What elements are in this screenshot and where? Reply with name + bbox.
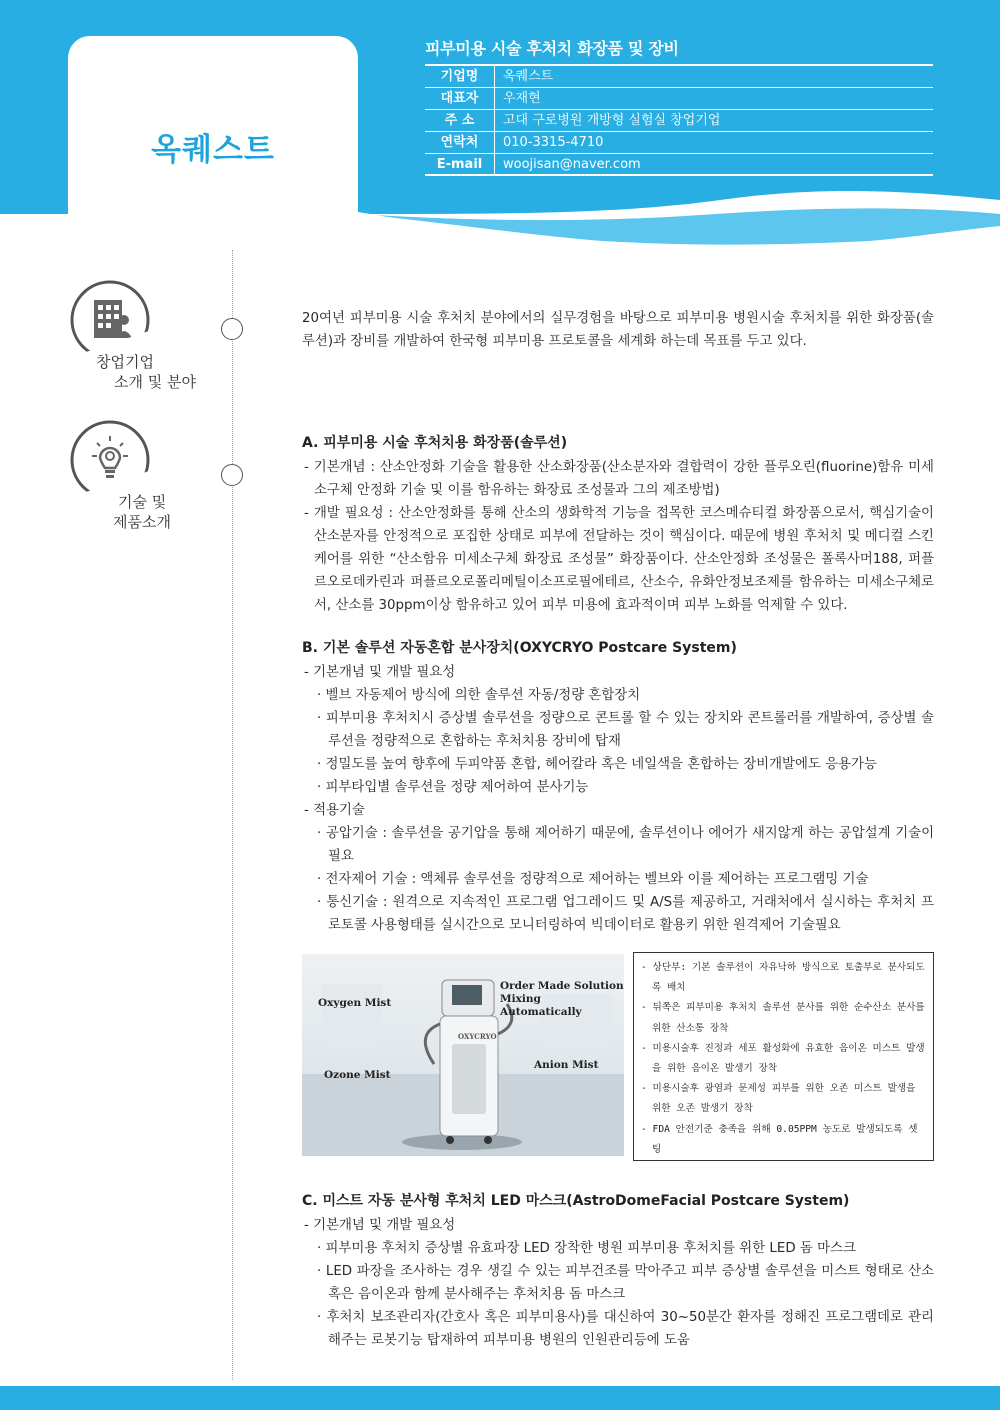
note-item: - 미용시술후 진정과 세포 활성화에 유효한 음이온 미스트 발생을 위한 음이온 발생기 장착	[641, 1042, 925, 1075]
timeline-dot	[221, 318, 243, 340]
note-item: - 상단부: 기본 솔루션이 자유낙하 방식으로 토출부로 분사되도록 배치	[641, 962, 925, 994]
sidebar-label-line: 소개 및 분야	[114, 373, 196, 391]
section-c	[302, 1190, 934, 1352]
info-row-company	[425, 66, 933, 88]
bullet-item: · 벨브 자동제어 방식에 의한 솔루션 자동/정량 혼합장치	[317, 688, 641, 703]
info-value: 010-3315-4710	[503, 135, 604, 150]
bullet-item: · 공압기술 : 솔루션을 공기압을 통해 제어하기 때문에, 솔루션이나 에어가 새지않게 하는 공압설계 기술이 필요	[317, 826, 934, 864]
section-b	[302, 637, 934, 937]
section-a-concept: - 기본개념 : 산소안정화 기술을 활용한 산소화장품(산소분자와 결합력이 강한 플루오린(fluorine)함유 미세소구체 안정화 기술 및 이를 함유하는 화장료 조성물과 그의 제조방법)	[304, 460, 934, 498]
company-info-table	[425, 64, 933, 176]
sidebar-label-2	[118, 492, 166, 512]
info-label: 대표자	[425, 88, 495, 109]
bullet-item: · 피부미용 후처치시 증상별 솔루션을 정량으로 콘트롤 할 수 있는 장치와 콘트롤러를 개발하여, 증상별 솔루션을 정량적으로 혼합하는 후처치용 장비에 탑재	[317, 711, 934, 749]
section-a-title: A. 피부미용 시술 후처치용 화장품(솔루션)	[302, 435, 568, 451]
note-item: - FDA 안전기준 충족을 위해 0.05PPM 농도로 발생되도록 셋팅	[641, 1123, 918, 1155]
info-label: 기업명	[425, 66, 495, 87]
info-row-email	[425, 154, 933, 176]
product-image	[302, 954, 624, 1156]
info-label: E-mail	[425, 154, 495, 174]
sidebar-label-1	[96, 352, 154, 372]
section-a-necessity: - 개발 필요성 : 산소안정화를 통해 산소의 생화학적 기능을 접목한 코스메슈티컬 화장품으로서, 핵심기술이 산소분자를 안정적으로 포집한 상태로 피부에 전달하는 것이 핵심이다. 때문에 병원 후처치 및 메디컬 스킨케어를 위한 “산소함유 미세소구체 화장료 조성물” 화장품이다. 산소안정화 조성물은 폴록사머188, 퍼플르오로데카린과 퍼플르오로폴리메틸이소프로필에테르, 산소수, 유화안정보조제를 함유하는 미세소구체로서, 산소를 30ppm이상 함유하고 있어 피부 미용에 효과적이며 피부 노화를 억제할 수 있다.	[304, 506, 934, 613]
header-title: 피부미용 시술 후처치 화장품 및 장비	[425, 39, 679, 58]
note-item: - 뒤쪽은 피부미용 후처치 솔루션 분사를 위한 순수산소 분사를 위한 산소통 장착	[641, 1002, 925, 1034]
sidebar-label-line: 제품소개	[113, 513, 171, 531]
device-brand-label: OXYCRYO	[458, 1032, 497, 1041]
company-name-card	[68, 36, 358, 214]
bullet-item: · 통신기술 : 원격으로 지속적인 프로그램 업그레이드 및 A/S를 제공하고, 거래처에서 실시하는 후처치 프로토콜 사용형태를 실시간으로 모니터링하여 빅데이터로 활용키 위한 원격제어 기술필요	[317, 895, 934, 933]
intro-paragraph: 20여년 피부미용 시술 후처치 분야에서의 실무경험을 바탕으로 피부미용 병원시술 후처치를 위한 화장품(솔루션)과 장비를 개발하여 한국형 피부미용 프로토콜을 세계화 하는데 목표를 두고 있다.	[302, 311, 934, 349]
company-name: 옥퀘스트	[151, 132, 275, 168]
bullet-item: · 피부미용 후처치 증상별 유효파장 LED 장착한 병원 피부미용 후처치를 위한 LED 돔 마스크	[317, 1241, 856, 1256]
sidebar-label-1b	[114, 372, 196, 392]
label-mixing: Mixing Automatically	[500, 993, 582, 1018]
section-b-heading: - 적용기술	[304, 803, 365, 818]
info-row-address	[425, 110, 933, 132]
sidebar-label-line: 기술 및	[118, 493, 167, 511]
info-value: 우재현	[503, 91, 541, 106]
label-ozone-mist: Ozone Mist	[324, 1069, 391, 1081]
info-row-ceo	[425, 88, 933, 110]
section-c-title: C. 미스트 자동 분사형 후처치 LED 마스크(AstroDomeFacial Postcare System)	[302, 1193, 850, 1209]
info-value: woojisan@naver.com	[503, 157, 641, 172]
sidebar-label-2b	[113, 512, 171, 532]
bullet-item: · LED 파장을 조사하는 경우 생길 수 있는 피부건조를 막아주고 피부 증상별 솔루션을 미스트 형태로 산소 혹은 음이온과 함께 분사해주는 후처치용 돔 마스크	[317, 1264, 934, 1302]
footer-bar	[0, 1386, 1000, 1410]
info-value: 고대 구로병원 개방형 실험실 창업기업	[503, 113, 721, 128]
device-notes-box	[633, 952, 934, 1161]
timeline-dot	[221, 464, 243, 486]
label-order-made: Order Made Solution	[500, 980, 624, 992]
note-item: - 미용시술후 광염과 문제성 피부를 위한 오존 미스트 발생을 위한 오존 발생기 장착	[641, 1083, 916, 1115]
section-c-heading: - 기본개념 및 개발 필요성	[304, 1218, 456, 1233]
info-label: 주 소	[425, 110, 495, 131]
bullet-item: · 피부타입별 솔루션을 정량 제어하여 분사기능	[317, 780, 589, 795]
label-oxygen-mist: Oxygen Mist	[318, 997, 392, 1009]
building-person-icon	[68, 278, 152, 362]
section-b-title: B. 기본 솔루션 자동혼합 분사장치(OXYCRYO Postcare System)	[302, 640, 737, 656]
lightbulb-gear-icon	[68, 418, 152, 502]
bullet-item: · 전자제어 기술 : 액체류 솔루션을 정량적으로 제어하는 벨브와 이를 제어하는 프로그램밍 기술	[317, 872, 869, 887]
label-anion-mist: Anion Mist	[534, 1059, 599, 1071]
section-a	[302, 432, 934, 617]
info-label: 연락처	[425, 132, 495, 153]
section-b-heading: - 기본개념 및 개발 필요성	[304, 665, 456, 680]
bullet-item: · 후처치 보조관리자(간호사 혹은 피부미용사)를 대신하여 30~50분간 환자를 정해진 프로그램데로 관리해주는 로봇기능 탑재하여 피부미용 병원의 인원관리등에 도움	[317, 1310, 934, 1348]
info-row-contact	[425, 132, 933, 154]
bullet-item: · 정밀도를 높여 향후에 두피약품 혼합, 헤어칼라 혹은 네일색을 혼합하는 장비개발에도 응용가능	[317, 757, 877, 772]
info-value: 옥퀘스트	[503, 69, 554, 84]
timeline-line	[232, 250, 233, 1380]
sidebar-label-line: 창업기업	[96, 353, 154, 371]
